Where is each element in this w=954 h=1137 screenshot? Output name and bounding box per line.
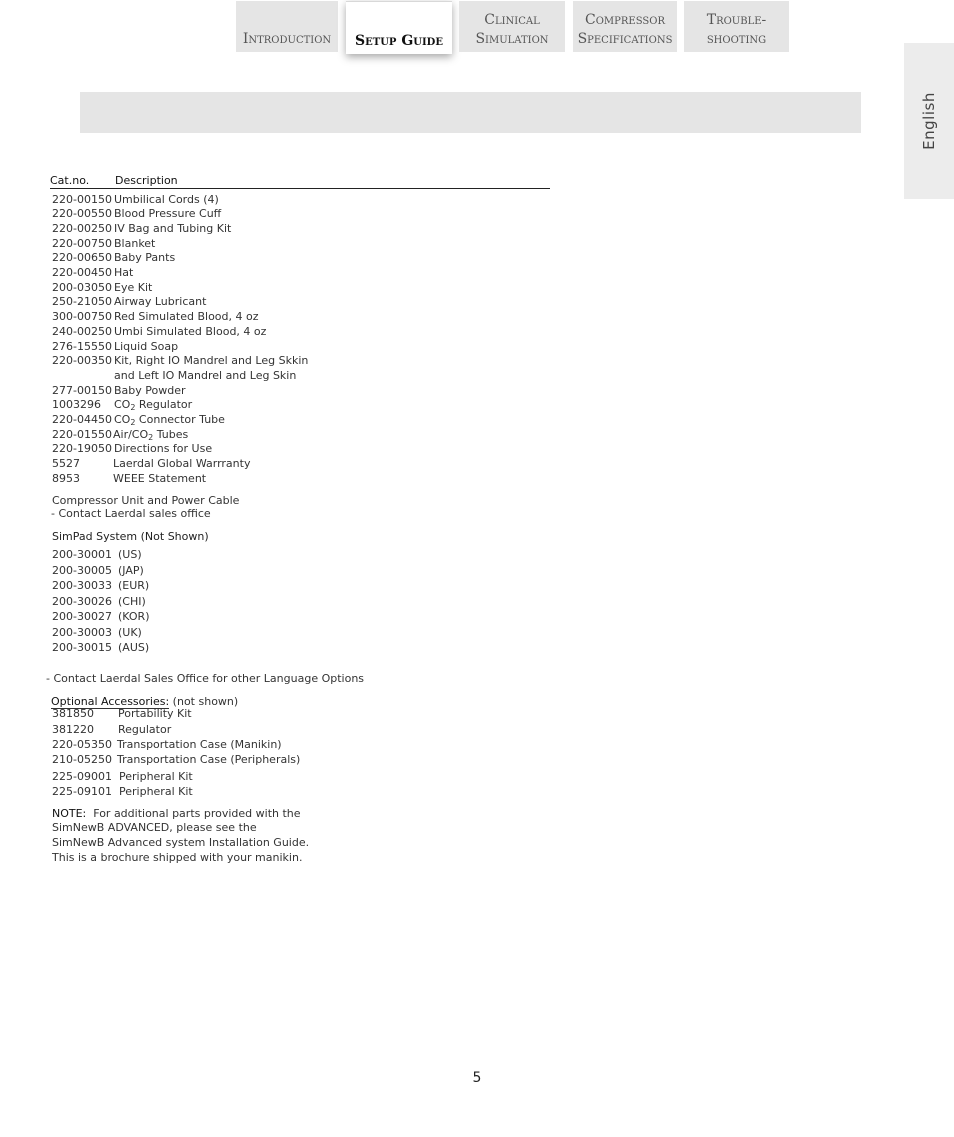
- cat-number: 220-00150: [52, 193, 112, 206]
- tab-compressor-specifications[interactable]: [573, 1, 677, 52]
- cat-number: 8953: [52, 472, 80, 485]
- cat-number: 250-21050: [52, 295, 112, 308]
- catno-column-header: Cat.no.: [50, 174, 90, 187]
- tab-setup-guide[interactable]: [346, 1, 452, 54]
- language-tab-label: English: [920, 92, 939, 150]
- cat-number: 200-30026: [52, 595, 112, 608]
- compressor-note-line2: - Contact Laerdal sales office: [51, 507, 211, 520]
- accessory-description: Peripheral Kit: [119, 770, 193, 783]
- tab-label-line1: Compressor: [585, 12, 665, 28]
- simpad-heading: SimPad System (Not Shown): [52, 530, 209, 543]
- part-description: Airway Lubricant: [114, 295, 207, 308]
- note-label: NOTE:: [52, 807, 87, 820]
- cat-number: 220-04450: [52, 413, 112, 426]
- cat-number: 220-05350: [52, 738, 112, 751]
- part-description: Umbi Simulated Blood, 4 oz: [114, 325, 267, 338]
- part-description: Umbilical Cords (4): [114, 193, 219, 206]
- cat-number: 220-00750: [52, 237, 112, 250]
- cat-number: 277-00150: [52, 384, 112, 397]
- desc-text: Regulator: [135, 398, 193, 411]
- page-number: 5: [472, 1070, 482, 1086]
- part-description: Liquid Soap: [114, 340, 179, 353]
- cat-number: 381850: [52, 707, 94, 720]
- cat-number: 200-30005: [52, 564, 112, 577]
- region-code: (UK): [118, 626, 142, 639]
- desc-subscript: 2: [148, 433, 154, 442]
- cat-number: 1003296: [52, 398, 101, 411]
- desc-text: CO: [114, 413, 131, 426]
- note-line2: SimNewB ADVANCED, please see the: [52, 821, 257, 834]
- cat-number: 225-09001: [52, 770, 112, 783]
- tab-troubleshooting[interactable]: [684, 1, 789, 52]
- language-options-note: - Contact Laerdal Sales Office for other Language Options: [46, 672, 365, 685]
- tab-label-line2: Introduction: [242, 31, 332, 47]
- cat-number: 200-30027: [52, 610, 112, 623]
- cat-number: 300-00750: [52, 310, 112, 323]
- cat-number: 220-00550: [52, 207, 112, 220]
- compressor-note-line1: Compressor Unit and Power Cable: [52, 494, 240, 507]
- cat-number: 200-30001: [52, 548, 112, 561]
- cat-number: 220-00250: [52, 222, 112, 235]
- desc-subscript: 2: [130, 403, 136, 412]
- part-description: Red Simulated Blood, 4 oz: [114, 310, 259, 323]
- cat-number: 200-30003: [52, 626, 112, 639]
- desc-text: Tubes: [153, 428, 189, 441]
- part-description: Kit, Right IO Mandrel and Leg Skkin: [114, 354, 309, 367]
- cat-number: 220-00650: [52, 251, 112, 264]
- cat-number: 276-15550: [52, 340, 112, 353]
- cat-number: 220-01550: [52, 428, 112, 441]
- desc-text: Air/CO: [113, 428, 149, 441]
- accessory-description: Transportation Case (Manikin): [117, 738, 282, 751]
- accessory-description: Peripheral Kit: [119, 785, 193, 798]
- tab-label-line2: Simulation: [475, 31, 549, 47]
- tab-label-line1: Trouble-: [706, 12, 767, 28]
- cat-number: 220-00350: [52, 354, 112, 367]
- tab-label-line1: Clinical: [484, 12, 540, 28]
- cat-number: 5527: [52, 457, 80, 470]
- description-column-header: Description: [115, 174, 178, 187]
- cat-number: 381220: [52, 723, 94, 736]
- accessory-description: Transportation Case (Peripherals): [117, 753, 301, 766]
- cat-number: 200-30033: [52, 579, 112, 592]
- cat-number: 200-30015: [52, 641, 112, 654]
- part-description: Blood Pressure Cuff: [114, 207, 222, 220]
- part-description: Eye Kit: [114, 281, 153, 294]
- part-description: Baby Pants: [114, 251, 176, 264]
- region-code: (US): [118, 548, 142, 561]
- part-description: Laerdal Global Warrranty: [113, 457, 251, 470]
- accessory-description: Regulator: [118, 723, 172, 736]
- accessory-description: Portability Kit: [118, 707, 192, 720]
- desc-text: CO: [114, 398, 131, 411]
- part-description: Blanket: [114, 237, 156, 250]
- cat-number: 240-00250: [52, 325, 112, 338]
- language-tab-english[interactable]: [904, 43, 954, 199]
- region-code: (CHI): [118, 595, 146, 608]
- part-description: WEEE Statement: [113, 472, 207, 485]
- optional-accessories-suffix: (not shown): [169, 695, 239, 708]
- region-code: (JAP): [118, 564, 144, 577]
- tab-clinical-simulation[interactable]: [459, 1, 565, 52]
- part-description: and Left IO Mandrel and Leg Skin: [114, 369, 297, 382]
- optional-accessories-label: Optional Accessories:: [51, 695, 170, 708]
- tab-label-line2: shooting: [706, 31, 767, 47]
- desc-subscript: 2: [130, 418, 136, 427]
- tab-label-line2: Setup Guide: [355, 33, 443, 49]
- note-line3: SimNewB Advanced system Installation Guide.: [52, 836, 310, 849]
- cat-number: 210-05250: [52, 753, 112, 766]
- note-line1: [52, 807, 301, 821]
- cat-number: 225-09101: [52, 785, 112, 798]
- region-code: (AUS): [118, 641, 150, 654]
- part-description: Baby Powder: [114, 384, 186, 397]
- part-description: IV Bag and Tubing Kit: [114, 222, 232, 235]
- cat-number: 200-03050: [52, 281, 112, 294]
- note-line4: This is a brochure shipped with your manikin.: [52, 851, 303, 864]
- header-band: [80, 92, 861, 133]
- part-description: Hat: [114, 266, 134, 279]
- tab-label-line2: Specifications: [577, 31, 673, 47]
- part-description: Directions for Use: [114, 442, 213, 455]
- cat-number: 220-19050: [52, 442, 112, 455]
- parts-table-header: [50, 174, 550, 189]
- region-code: (EUR): [118, 579, 150, 592]
- desc-text: Connector Tube: [135, 413, 225, 426]
- cat-number: 220-00450: [52, 266, 112, 279]
- note-text: For additional parts provided with the: [86, 807, 301, 820]
- tab-introduction[interactable]: [236, 1, 338, 52]
- region-code: (KOR): [118, 610, 150, 623]
